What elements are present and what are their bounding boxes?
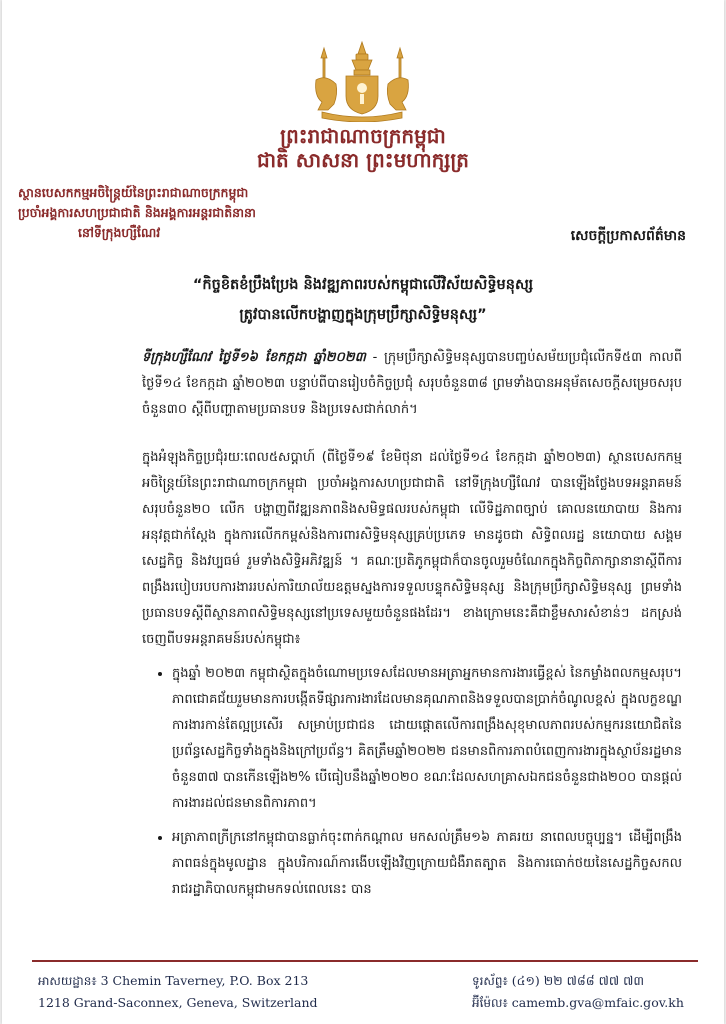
paragraph bbox=[142, 345, 682, 423]
dateline: ទីក្រុងហ្សឺណែវ ថ្ងៃទី១៦ ខែកក្កដា ឆ្នាំ២០២៣ bbox=[142, 350, 366, 365]
phone-label: ទូរស័ព្ទ៖ bbox=[472, 974, 508, 988]
title-line: ត្រូវបានលើកបង្ហាញក្នុងក្រុមប្រឹក្សាសិទ្ធិមនុស្ស” bbox=[239, 307, 487, 323]
email-address[interactable]: camemb.gva@mfaic.gov.kh bbox=[511, 995, 684, 1010]
sender-block bbox=[18, 183, 358, 243]
royal-coat-of-arms-icon bbox=[302, 40, 422, 122]
document-page bbox=[2, 0, 724, 1024]
document-body bbox=[142, 345, 682, 911]
address-label: អាសយដ្ឋាន៖ bbox=[38, 974, 97, 988]
national-motto: ជាតិ សាសនា ព្រះមហាក្សត្រ bbox=[257, 148, 469, 172]
sender-line: ស្ថានបេសកកម្មអចិន្ត្រៃយ៍នៃព្រះរាជាណាចក្រកម្ពុជា bbox=[18, 185, 249, 200]
paragraph-text: - ក្រុមប្រឹក្សាសិទ្ធិមនុស្សបានបញ្ចប់សម័យប្រជុំលើកទី៥៣ កាលពីថ្ងៃទី១៤ ខែកក្កដា ឆ្នាំ២០២៣ បន្ទាប់ពីបានរៀបចំកិច្ចប្រជុំ សរុបចំនួន៣៨ ព្រមទាំងបានអនុម័តសេចក្តីសម្រេចសរុបចំនួន៣០ ស្តីពីបញ្ហាតាមប្រធានបទ និងប្រទេសជាក់លាក់។ bbox=[142, 350, 682, 417]
bullet-item: • ក្នុងឆ្នាំ ២០២៣ កម្ពុជាស្ថិតក្នុងចំណោមប្រទេសដែលមានអត្រាអ្នកមានការងារធ្វើខ្ពស់ នៃកម្លាំងពលកម្មសរុប។ ភាពជោគជ័យរួមមានការបង្កើតទីផ្សារការងារដែលមានគុណភាពនិងទទួលបានប្រាក់ចំណូលខ្ពស់ ក្នុងលក្ខខណ្ឌការងារកាន់តែល្អប្រសើរ សម្រាប់ប្រជាជន ដោយផ្តោតលើការពង្រឹងសុខុមាលភាពរបស់កម្មករនយោជិតនៃប្រព័ន្ធសេដ្ឋកិច្ចទាំងក្នុងនិងក្រៅប្រព័ន្ធ។ គិតត្រឹមឆ្នាំ២០២២ ជនមានពិការភាពបំពេញការងារក្នុងស្ថាប័នរដ្ឋមានចំនួន៣៧ បានកើនឡើង២% បើធៀបនឹងឆ្នាំ២០២០ ខណៈដែលសហគ្រាសឯកជនចំនួនជាង២០០ បានផ្តល់ការងារដល់ជនមានពិការភាព។ bbox=[172, 661, 682, 817]
footer-divider bbox=[32, 960, 698, 962]
address-line: 1218 Grand-Saconnex, Geneva, Switzerland bbox=[38, 995, 318, 1010]
bullet-list bbox=[142, 661, 682, 903]
paragraph: ក្នុងអំឡុងកិច្ចប្រជុំរយៈពេល៥សប្តាហ៍ (ពីថ្ងៃទី១៩ ខែមិថុនា ដល់ថ្ងៃទី១៤ ខែកក្កដា ឆ្នាំ២០២៣) ស្ថានបេសកកម្មអចិន្ត្រៃយ៍នៃព្រះរាជាណាចក្រកម្ពុជា ប្រចាំអង្គការសហប្រជាជាតិ នៅទីក្រុងហ្សឺណែវ បានឡើងថ្លែងបទអន្តរាគមន៍ សរុបចំនួន២០ លើក បង្ហាញពីវឌ្ឍនភាពនិងសមិទ្ធផលរបស់កម្ពុជា លើទិដ្ឋភាពច្បាប់ គោលនយោបាយ និងការអនុវត្តជាក់ស្តែង ក្នុងការលើកកម្ពស់និងការពារសិទ្ធិមនុស្សគ្រប់ប្រភេទ មានដូចជា សិទ្ធិពលរដ្ឋ នយោបាយ សង្គម សេដ្ឋកិច្ច និងវប្បធម៌ រួមទាំងសិទ្ធិអភិវឌ្ឍន៍ ។ គណៈប្រតិភូកម្ពុជាក៏បានចូលរួមចំណែកក្នុងកិច្ចពិភាក្សានានាស្តីពីការពង្រឹងរបៀបរបបការងាររបស់ការិយាល័យឧត្តមស្នងការទទួលបន្ទុកសិទ្ធិមនុស្ស និងក្រុមប្រឹក្សាសិទ្ធិមនុស្ស ព្រមទាំងប្រធានបទស្តីពីស្ថានភាពសិទ្ធិមនុស្សនៅប្រទេសមួយចំនួនផងដែរ។ ខាងក្រោមនេះគឺជាខ្លឹមសារសំខាន់ៗ ដកស្រង់ចេញពីបទអន្តរាគមន៍របស់កម្ពុជា៖ bbox=[142, 450, 682, 647]
bullet-item: • អត្រាភាពក្រីក្រនៅកម្ពុជាបានធ្លាក់ចុះពាក់កណ្តាល មកសល់ត្រឹម១៦ ភាគរយ នាពេលបច្ចុប្បន្ន។ ដើម្បីពង្រឹងភាពធន់ក្នុងមូលដ្ឋាន ក្នុងបរិការណ៍ការងើបឡើងវិញក្រោយជំងឺរាតត្បាត និងការធោក់ថយនៃសេដ្ឋកិច្ចសកល រាជរដ្ឋាភិបាលកម្ពុជាមកទល់ពេលនេះ បាន bbox=[172, 825, 682, 903]
sender-line: នៅទីក្រុងហ្សឺណែវ bbox=[78, 225, 161, 240]
email-label: អ៊ីម៉ែល៖ bbox=[472, 996, 508, 1010]
footer-contact bbox=[472, 970, 712, 1014]
press-release-title bbox=[2, 270, 724, 330]
title-line: “កិច្ចខិតខំប្រឹងប្រែង និងវឌ្ឍភាពរបស់កម្ពុជាលើវិស័យសិទ្ធិមនុស្ស bbox=[192, 277, 534, 293]
kingdom-name: ព្រះរាជាណាចក្រកម្ពុជា bbox=[280, 124, 446, 148]
address-line: 3 Chemin Taverney, P.O. Box 213 bbox=[100, 973, 309, 988]
footer-address bbox=[38, 970, 368, 1014]
phone-number: (៤១) ២២ ៧៨៨ ៧៧ ៧៣ bbox=[511, 973, 645, 988]
sender-line: ប្រចាំអង្គការសហប្រជាជាតិ និងអង្គការអន្តរជាតិនានា bbox=[18, 205, 256, 220]
document-type: សេចក្តីប្រកាសព័ត៌មាន bbox=[570, 228, 686, 244]
